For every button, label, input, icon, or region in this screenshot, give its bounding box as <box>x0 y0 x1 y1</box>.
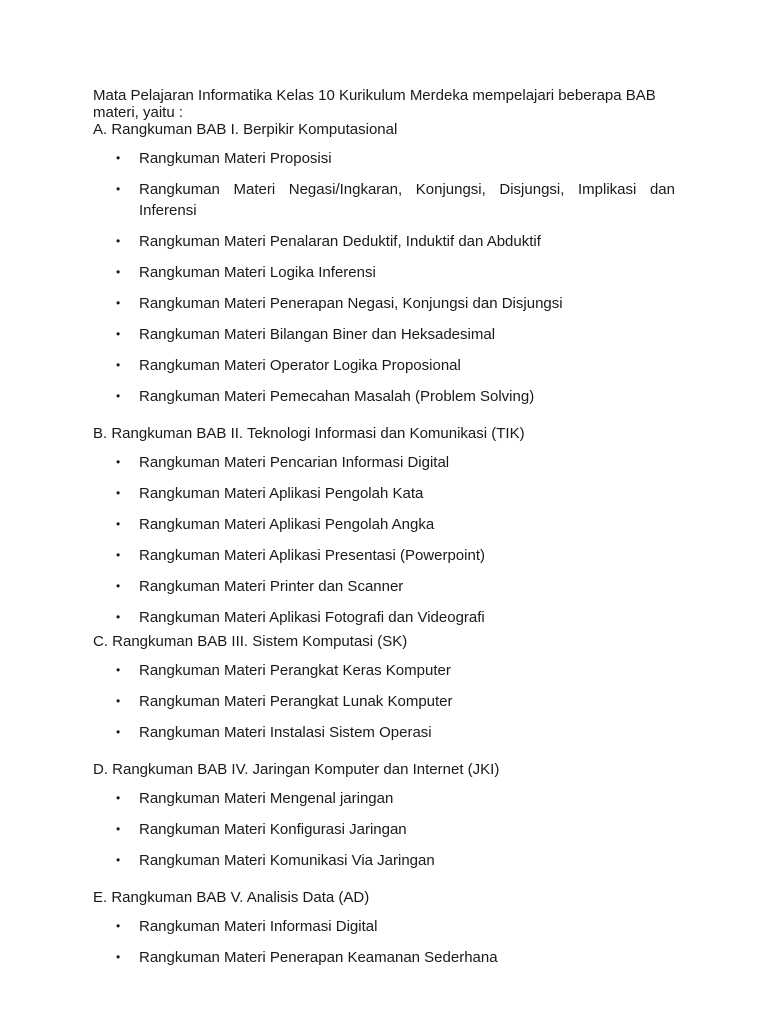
section-heading-a: A. Rangkuman BAB I. Berpikir Komputasional <box>93 121 398 138</box>
list-item: • Rangkuman Materi Komunikasi Via Jaringan <box>116 852 435 869</box>
list-item: • Rangkuman Materi Printer dan Scanner <box>116 578 404 595</box>
bullet-icon: • <box>116 694 121 708</box>
bullet-icon: • <box>116 265 121 279</box>
bullet-icon: • <box>116 234 121 248</box>
bullet-icon: • <box>116 791 121 805</box>
section-heading-c: C. Rangkuman BAB III. Sistem Komputasi (SK) <box>93 633 408 650</box>
bullet-icon: • <box>116 579 121 593</box>
list-item: • Rangkuman Materi Aplikasi Pengolah Kata <box>116 485 424 502</box>
section-heading-b: B. Rangkuman BAB II. Teknologi Informasi dan Komunikasi (TIK) <box>93 425 525 442</box>
bullet-icon: • <box>116 853 121 867</box>
section-c-list <box>93 660 675 743</box>
bullet-icon: • <box>116 182 121 196</box>
bullet-icon: • <box>116 389 121 403</box>
section-heading-d: D. Rangkuman BAB IV. Jaringan Komputer dan Internet (JKI) <box>93 761 500 778</box>
section-a-list <box>93 148 675 407</box>
bullet-icon: • <box>116 517 121 531</box>
section-d-list <box>93 788 675 871</box>
list-item: • Rangkuman Materi Pencarian Informasi Digital <box>116 454 450 471</box>
list-item: • Rangkuman Materi Perangkat Keras Komputer <box>116 662 451 679</box>
document-page <box>93 87 675 968</box>
list-item: • Rangkuman Materi Operator Logika Proposional <box>116 357 461 374</box>
list-item: • Rangkuman Materi Proposisi <box>116 150 332 167</box>
list-item: • Rangkuman Materi Informasi Digital <box>116 918 378 935</box>
bullet-icon: • <box>116 725 121 739</box>
bullet-icon: • <box>116 151 121 165</box>
list-item: • Rangkuman Materi Perangkat Lunak Komputer <box>116 693 453 710</box>
list-item: • Rangkuman Materi Instalasi Sistem Operasi <box>116 724 432 741</box>
bullet-icon: • <box>116 950 121 964</box>
bullet-icon: • <box>116 822 121 836</box>
list-item: • Rangkuman Materi Logika Inferensi <box>116 264 376 281</box>
bullet-icon: • <box>116 486 121 500</box>
list-item: • Rangkuman Materi Penerapan Negasi, Konjungsi dan Disjungsi <box>116 295 563 312</box>
bullet-icon: • <box>116 296 121 310</box>
list-item: • Rangkuman Materi Bilangan Biner dan Heksadesimal <box>116 326 496 343</box>
list-item: • Rangkuman Materi Penalaran Deduktif, Induktif dan Abduktif <box>116 233 541 250</box>
section-b-list <box>93 452 675 628</box>
bullet-icon: • <box>116 358 121 372</box>
bullet-icon: • <box>116 455 121 469</box>
list-item: • Rangkuman Materi Mengenal jaringan <box>116 790 394 807</box>
section-heading-e: E. Rangkuman BAB V. Analisis Data (AD) <box>93 889 370 906</box>
bullet-icon: • <box>116 548 121 562</box>
list-item: • Rangkuman Materi Negasi/Ingkaran, Konjungsi, Disjungsi, Implikasi dan Inferensi <box>116 181 675 219</box>
section-e-list <box>93 916 675 968</box>
bullet-icon: • <box>116 663 121 677</box>
list-item: • Rangkuman Materi Pemecahan Masalah (Problem Solving) <box>116 388 535 405</box>
intro-paragraph: Mata Pelajaran Informatika Kelas 10 Kurikulum Merdeka mempelajari beberapa BAB materi, yaitu : <box>93 87 656 121</box>
list-item: • Rangkuman Materi Penerapan Keamanan Sederhana <box>116 949 498 966</box>
list-item: • Rangkuman Materi Aplikasi Presentasi (Powerpoint) <box>116 547 485 564</box>
list-item: • Rangkuman Materi Konfigurasi Jaringan <box>116 821 407 838</box>
list-item: • Rangkuman Materi Aplikasi Pengolah Angka <box>116 516 435 533</box>
bullet-icon: • <box>116 919 121 933</box>
list-item: • Rangkuman Materi Aplikasi Fotografi dan Videografi <box>116 609 485 626</box>
bullet-icon: • <box>116 327 121 341</box>
bullet-icon: • <box>116 610 121 624</box>
